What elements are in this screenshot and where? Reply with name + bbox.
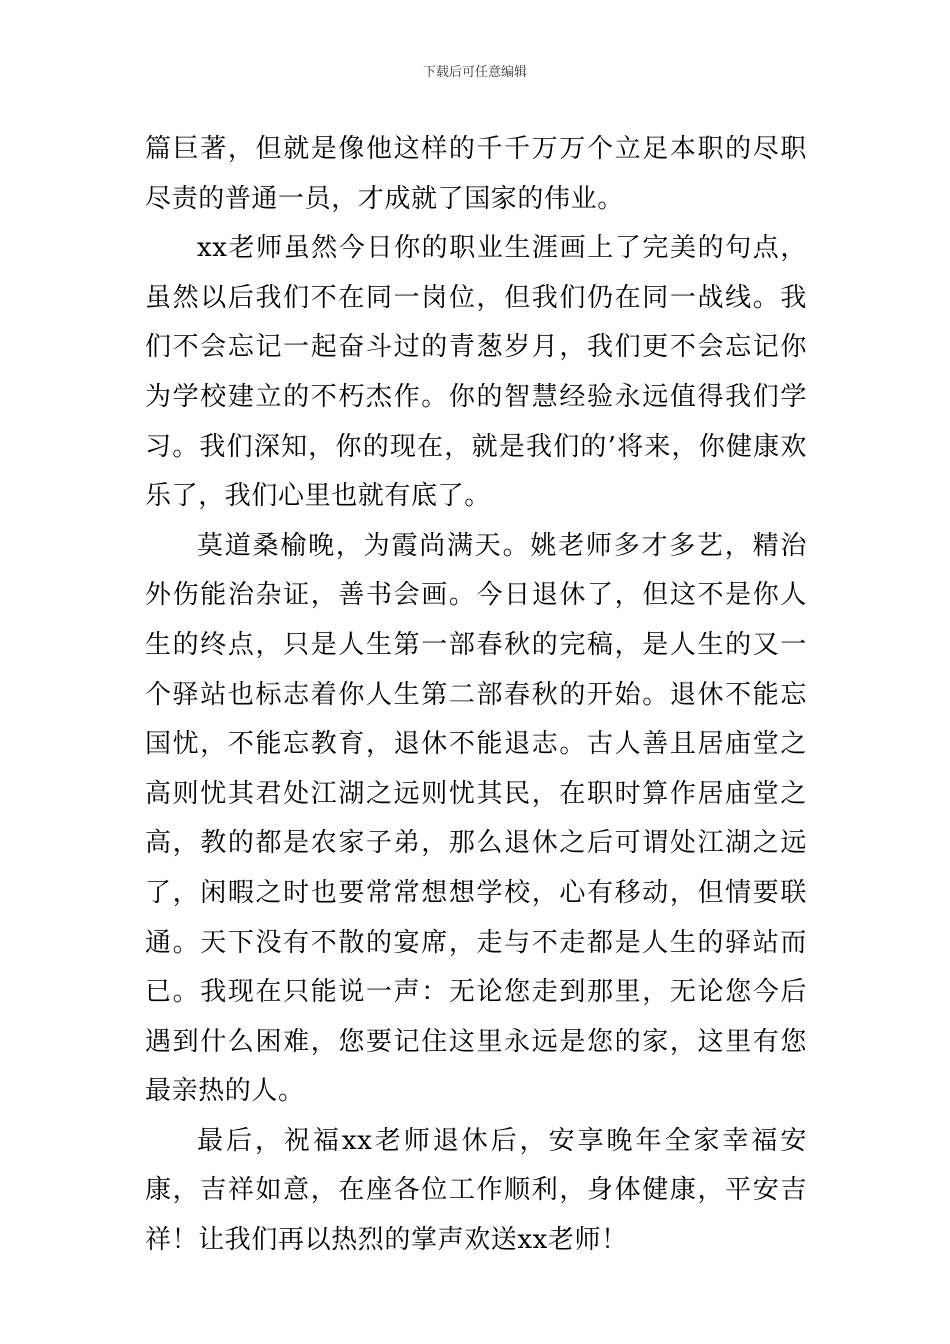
paragraph-3: 莫道桑榆晚，为霞尚满天。姚老师多才多艺，精治外伤能治杂证，善书会画。今日退休了，但这不是你人生的终点，只是人生第一部春秋的完稿，是人生的又一个驿站也标志着你人生第二部春秋的开始。退休不能忘国忧，不能忘教育，退休不能退志。古人善且居庙堂之高则忧其君处江湖之远则忧其民，在职时算作居庙堂之高，教的都是农家子弟，那么退休之后可谓处江湖之远了，闲暇之时也要常常想想学校，心有移动，但情要联通。天下没有不散的宴席，走与不走都是人生的驿站而已。我现在只能说一声：无论您走到那里，无论您今后遇到什么困难，您要记住这里永远是您的家，这里有您最亲热的人。 [145,530,807,1107]
paragraph-1: 篇巨著，但就是像他这样的千千万万个立足本职的尽职尽责的普通一员，才成就了国家的伟业。 [145,134,807,214]
document-body [145,125,807,1266]
page-header: 下载后可任意编辑 [422,65,527,80]
paragraph-2: xx老师虽然今日你的职业生涯画上了完美的句点，虽然以后我们不在同一岗位，但我们仍在同一战线。我们不会忘记一起奋斗过的青葱岁月，我们更不会忘记你为学校建立的不朽杰作。你的智慧经验永远值得我们学习。我们深知，你的现在，就是我们的’将来，你健康欢乐了，我们心里也就有底了。 [145,233,807,512]
paragraph-4: 最后，祝福xx老师退休后，安享晚年全家幸福安康，吉祥如意，在座各位工作顺利，身体健康，平安吉祥！让我们再以热烈的掌声欢送xx老师！ [145,1125,807,1256]
